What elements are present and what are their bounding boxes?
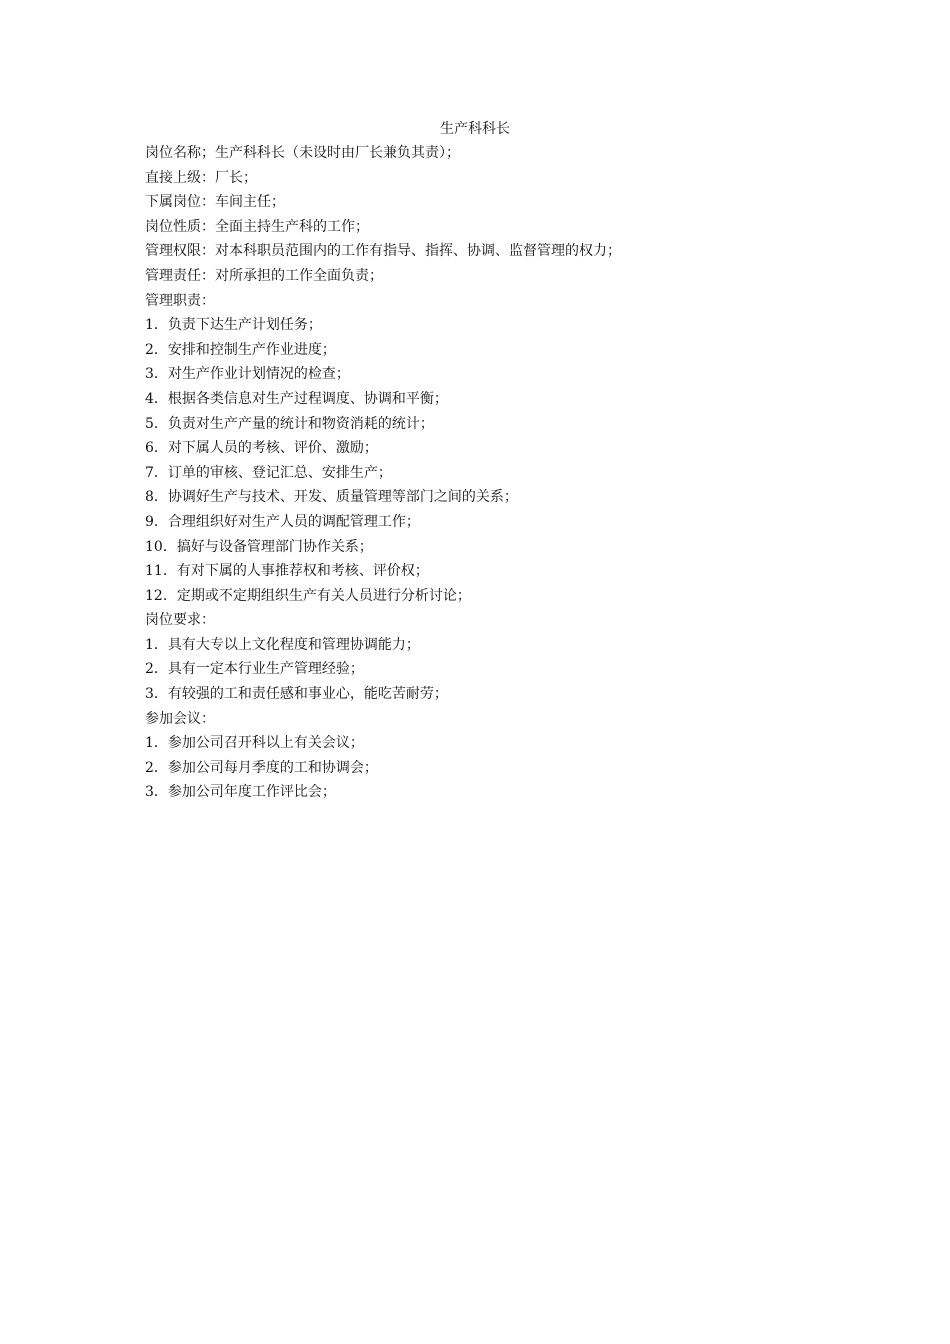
duty-item: 11．有对下属的人事推荐权和考核、评价权； <box>145 563 429 580</box>
position-nature-line: 岗位性质：全面主持生产科的工作； <box>145 218 369 235</box>
duty-item: 2．安排和控制生产作业进度； <box>145 341 336 358</box>
duty-item: 1．负责下达生产计划任务； <box>145 317 322 334</box>
document-body <box>145 141 905 805</box>
requirements-heading: 岗位要求： <box>145 612 215 629</box>
duty-item: 12．定期或不定期组织生产有关人员进行分析讨论； <box>145 587 471 604</box>
requirement-item: 2．具有一定本行业生产管理经验； <box>145 661 364 678</box>
authority-line: 管理权限：对本科职员范围内的工作有指导、指挥、协调、监督管理的权力； <box>145 243 621 260</box>
subordinate-line: 下属岗位：车间主任； <box>145 194 285 211</box>
responsibility-line: 管理责任：对所承担的工作全面负责； <box>145 267 383 284</box>
duty-item: 6．对下属人员的考核、评价、激励； <box>145 440 378 457</box>
duty-item: 9．合理组织好对生产人员的调配管理工作； <box>145 513 420 530</box>
duty-item: 4．根据各类信息对生产过程调度、协调和平衡； <box>145 390 448 407</box>
requirement-item: 1．具有大专以上文化程度和管理协调能力； <box>145 636 420 653</box>
duties-heading: 管理职责： <box>145 292 215 309</box>
position-name-line: 岗位名称；生产科科长（未设时由厂长兼负其责）； <box>145 145 460 161</box>
duty-item: 3．对生产作业计划情况的检查； <box>145 366 350 383</box>
meeting-item: 3．参加公司年度工作评比会； <box>145 784 336 801</box>
duty-item: 7．订单的审核、登记汇总、安排生产； <box>145 464 392 481</box>
meeting-item: 1．参加公司召开科以上有关会议； <box>145 735 364 752</box>
direct-superior-line: 直接上级：厂长； <box>145 169 257 186</box>
document-title: 生产科科长 <box>440 121 510 137</box>
duty-item: 10．搞好与设备管理部门协作关系； <box>145 538 373 555</box>
duty-item: 5．负责对生产产量的统计和物资消耗的统计； <box>145 415 434 432</box>
requirement-item: 3．有较强的工和责任感和事业心，能吃苦耐劳； <box>145 686 448 703</box>
duty-item: 8．协调好生产与技术、开发、质量管理等部门之间的关系； <box>145 489 518 506</box>
meeting-item: 2．参加公司每月季度的工和协调会； <box>145 759 378 776</box>
meetings-heading: 参加会议： <box>145 710 215 727</box>
